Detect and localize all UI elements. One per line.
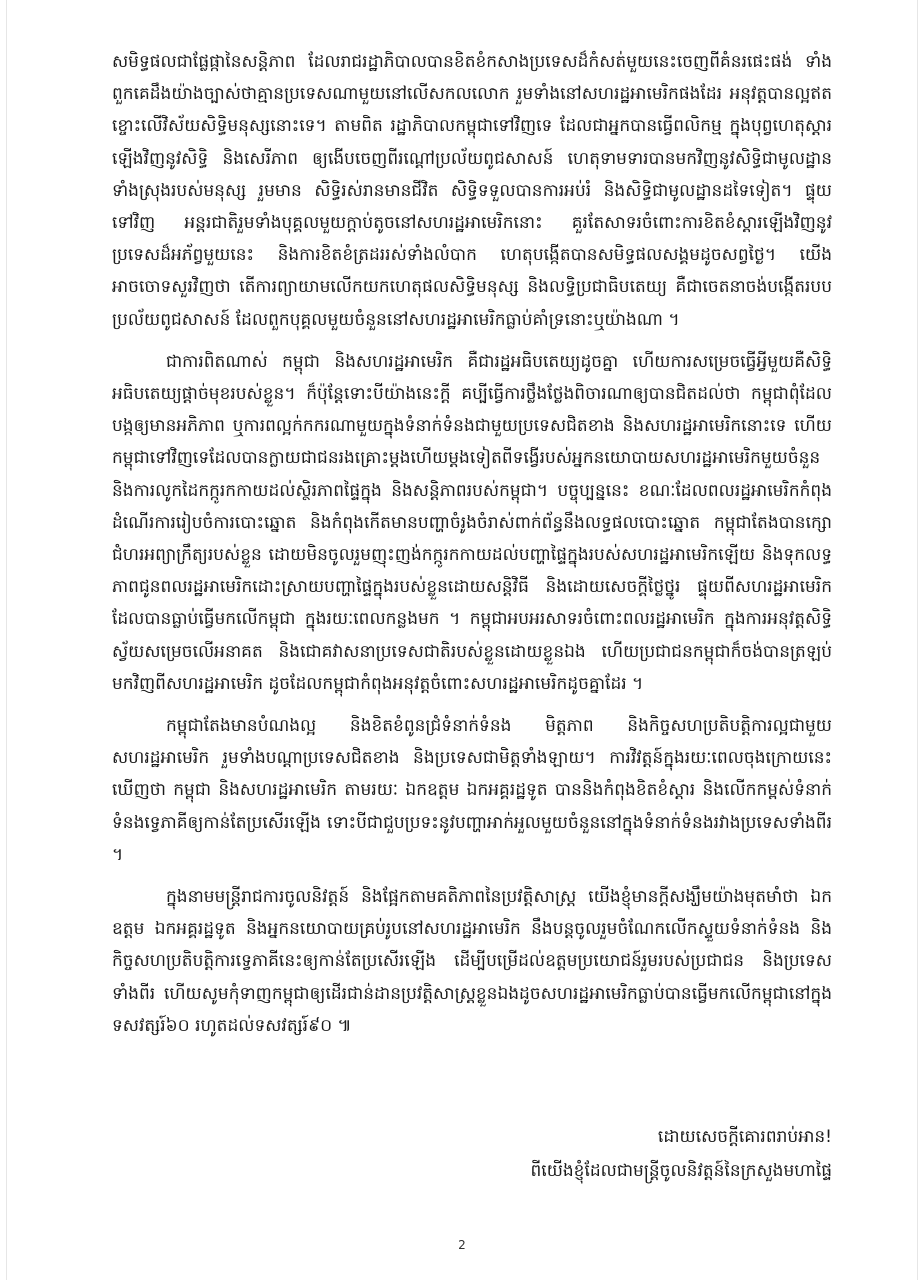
letter-body xyxy=(112,46,832,1052)
paragraph-3: កម្ពុជាតែងមានបំណងល្អ និងខិតខំពូនជ្រំទំនាក់ទំនង មិត្តភាព និងកិច្ចសហប្រតិបត្តិការល្អជាមួយសហរដ្ឋអាមេរិក រួមទាំងបណ្តាប្រទេសជិតខាង និងប្រទេសជាមិត្តទាំងឡាយ។ ការវិវត្តន៍ក្នុងរយៈពេលចុងក្រោយនេះ ឃើញថា កម្ពុជា និងសហរដ្ឋអាមេរិក តាមរយៈ ឯកឧត្តម ឯកអគ្គរដ្ឋទូត បាននិងកំពុងខិតខំស្តារ និងលើកកម្ពស់ទំនាក់ទំនងទ្វេភាគីឲ្យកាន់តែប្រសើរឡើង ទោះបីជាជួបប្រទះនូវបញ្ហាអាក់អួលមួយចំនួននៅក្នុងទំនាក់ទំនងរវាងប្រទេសទាំងពីរ ។ xyxy=(112,716,832,865)
paragraph-4: ក្នុងនាមមន្ត្រីរាជការចូលនិវត្តន៍ និងផ្អែកតាមគតិភាពនៃប្រវត្តិសាស្ត្រ យើងខ្ញុំមានក្តីសង្ឃឹមយ៉ាងមុតមាំថា ឯកឧត្តម ឯកអគ្គរដ្ឋទូត និងអ្នកនយោបាយគ្រប់រូបនៅសហរដ្ឋអាមេរិក នឹងបន្តចូលរួមចំណែកលើកស្ទួយទំនាក់ទំនង និងកិច្ចសហប្រតិបត្តិការទ្វេភាគីនេះឲ្យកាន់តែប្រសើរឡើង ដើម្បីបម្រើដល់ឧត្តមប្រយោជន៍រួមរបស់ប្រជាជន និងប្រទេសទាំងពីរ ហើយសូមកុំទាញកម្ពុជាឲ្យដើរជាន់ដានប្រវត្តិសាស្ត្រខ្លួនឯងដូចសហរដ្ឋអាមេរិកធ្លាប់បានធ្វើមកលើកម្ពុជានៅក្នុងទសវត្សរ៍៦០ រហូតដល់ទសវត្សរ៍៩០ ៕ xyxy=(112,887,832,1036)
page-number: 2 xyxy=(458,1238,466,1252)
paragraph-2: ជាការពិតណាស់ កម្ពុជា និងសហរដ្ឋអាមេរិក គឺជារដ្ឋអធិបតេយ្យដូចគ្នា ហើយការសម្រេចធ្វើអ្វីមួយគឺសិទ្ធិអធិបតេយ្យផ្តាច់មុខរបស់ខ្លួន។ ក៏ប៉ុន្តែទោះបីយ៉ាងនេះក្តី គប្បីធ្វើការថ្លឹងថ្លែងពិចារណាឲ្យបានជិតដល់ថា កម្ពុជាពុំដែលបង្កឲ្យមានអភិភាព ឬការពល្អក់កករណាមួយក្នុងទំនាក់ទំនងជាមួយប្រទេសជិតខាង និងសហរដ្ឋអាមេរិកនោះទេ ហើយកម្ពុជាទៅវិញទេដែលបានក្លាយជាជនរងគ្រោះម្តងហើយម្តងទៀតពីទង្វើរបស់អ្នកនយោបាយសហរដ្ឋអាមេរិកមួយចំនួន និងការលូកដៃកក្កូរកកាយដល់ស្ថិរភាពផ្ទៃក្នុង និងសន្តិភាពរបស់កម្ពុជា។ បច្ចុប្បន្ននេះ ខណៈដែលពលរដ្ឋអាមេរិកកំពុងដំណើរការរៀបចំការបោះឆ្នោត និងកំពុងកើតមានបញ្ហាចំរូងចំរាស់ពាក់ព័ន្ធនឹងលទ្ធផលបោះឆ្នោត កម្ពុជាតែងបានក្សោជំហរអព្យាក្រឹត្យរបស់ខ្លួន ដោយមិនចូលរួមញុះញង់កក្កូរកកាយដល់បញ្ហាផ្ទៃក្នុងរបស់សហរដ្ឋអាមេរិកឡើយ និងទុកលទ្ធភាពជូនពលរដ្ឋអាមេរិកដោះស្រាយបញ្ហាផ្ទៃក្នុងរបស់ខ្លួនដោយសន្តិវិធី និងដោយសេចក្តីថ្លៃថ្នូរ ផ្ទុយពីសហរដ្ឋអាមេរិកដែលបានធ្លាប់ធ្វើមកលើកម្ពុជា ក្នុងរយៈពេលកន្លងមក ។ កម្ពុជាអបអរសាទរចំពោះពលរដ្ឋអាមេរិក ក្នុងការអនុវត្តសិទ្ធិស្វ័យសម្រេចលើអនាគត និងជោគវាសនាប្រទេសជាតិរបស់ខ្លួនដោយខ្លួនឯង ហើយប្រជាជនកម្ពុជាក៏ចង់បានត្រឡប់មកវិញពីសហរដ្ឋអាមេរិក ដូចដែលកម្ពុជាកំពុងអនុវត្តចំពោះសហរដ្ឋអាមេរិកដូចគ្នាដែរ ។ xyxy=(112,351,832,694)
closing-block xyxy=(531,1120,832,1188)
closing-signature: ពីយើងខ្ញុំដែលជាមន្ត្រីចូលនិវត្តន៍នៃក្រសួងមហាផ្ទៃ xyxy=(530,1161,832,1181)
closing-salutation: ដោយសេចក្តីគោរពរាប់អាន! xyxy=(657,1127,832,1147)
paragraph-1: សមិទ្ធផលជាផ្លែផ្កានៃសន្តិភាព ដែលរាជរដ្ឋាភិបាលបានខិតខំកសាងប្រទេសដ៏កំសត់មួយនេះចេញពីគំនរផេះផង់ ទាំងពួកគេដឹងយ៉ាងច្បាស់ថាគ្មានប្រទេសណាមួយនៅលើសកលលោក រួមទាំងនៅសហរដ្ឋអាមេរិកផងដែរ អនុវត្តបានល្អឥតខ្ចោះលើវិស័យសិទ្ធិមនុស្សនោះទេ។ តាមពិត រដ្ឋាភិបាលកម្ពុជាទៅវិញទេ ដែលជាអ្នកបានធ្វើពលិកម្ម ក្នុងបុព្វហេតុស្តារឡើងវិញនូវសិទ្ធិ និងសេរីភាព ឲ្យងើបចេញពីរណ្តៅប្រល័យពូជសាសន៍ ហេតុទាមទារបានមកវិញនូវសិទ្ធិជាមូលដ្ឋានទាំងស្រុងរបស់មនុស្ស រួមមាន សិទ្ធិរស់រានមានជីវិត សិទ្ធិទទួលបានការអប់រំ និងសិទ្ធិជាមូលដ្ឋានដទៃទៀត។ ផ្ទុយទៅវិញ អន្តរជាតិរួមទាំងបុគ្គលមួយក្តាប់តូចនៅសហរដ្ឋអាមេរិកនោះ គួរតែសាទរចំពោះការខិតខំស្តារឡើងវិញនូវប្រទេសដ៏អភ័ព្វមួយនេះ និងការខិតខំត្រដររស់ទាំងលំបាក ហេតុបង្កើតបានសមិទ្ធផលសង្គមដូចសព្វថ្ងៃ។ យើងអាចចោទសួរវិញថា តើការព្យាយាមលើកយកហេតុផលសិទ្ធិមនុស្ស និងលទ្ធិប្រជាធិបតេយ្យ គឺជាចេតនាចង់បង្កើតរបបប្រល័យពូជសាសន៍ ដែលពួកបុគ្គលមួយចំនួននៅសហរដ្ឋអាមេរិកធ្លាប់គាំទ្រនោះឬយ៉ាងណា ។ xyxy=(112,52,832,330)
